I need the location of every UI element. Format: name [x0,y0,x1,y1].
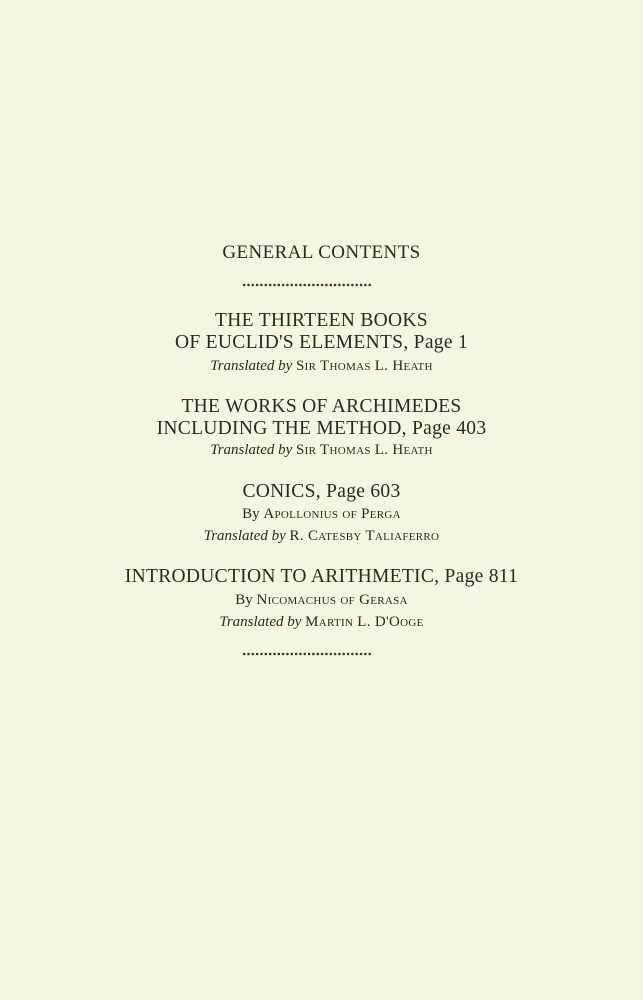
work-3-title: CONICS, Page 603 [242,481,401,502]
work-4-author-credit [0,592,643,609]
work-3-by-label: By [242,506,260,522]
work-4-translated-by-label: Translated by [219,614,302,630]
work-1-title-line-2: OF EUCLID'S ELEMENTS, Page 1 [174,332,469,353]
work-1-translated-by-label: Translated by [210,358,293,374]
work-3-author-credit [0,506,643,523]
page-heading: GENERAL CONTENTS [222,242,421,263]
work-3-translated-by-label: Translated by [203,528,286,544]
work-2-translator-credit [0,442,643,459]
work-4-translator-credit [0,614,643,631]
work-4-by-label: By [235,592,253,608]
top-ornament-rule [242,283,372,287]
work-4-title: INTRODUCTION TO ARITHMETIC, Page 811 [124,566,519,587]
work-2-translator-name: Sir Thomas L. Heath [296,442,433,458]
work-1-translator-name: Sir Thomas L. Heath [296,358,433,374]
work-3-translator-name: R. Catesby Taliaferro [289,528,440,544]
work-1-translator-credit [0,358,643,375]
work-3-translator-credit [0,528,643,545]
work-2-title-line-1: THE WORKS OF ARCHIMEDES [181,396,462,417]
work-4-author-name: Nicomachus of Gerasa [256,592,408,608]
work-2-translated-by-label: Translated by [210,442,293,458]
work-1-title-line-1: THE THIRTEEN BOOKS [215,310,428,331]
work-4-translator-name: Martin L. D'Ooge [305,614,424,630]
work-2-title-line-2: INCLUDING THE METHOD, Page 403 [156,418,487,439]
work-3-author-name: Apollonius of Perga [263,506,401,522]
bottom-ornament-rule [242,652,372,656]
